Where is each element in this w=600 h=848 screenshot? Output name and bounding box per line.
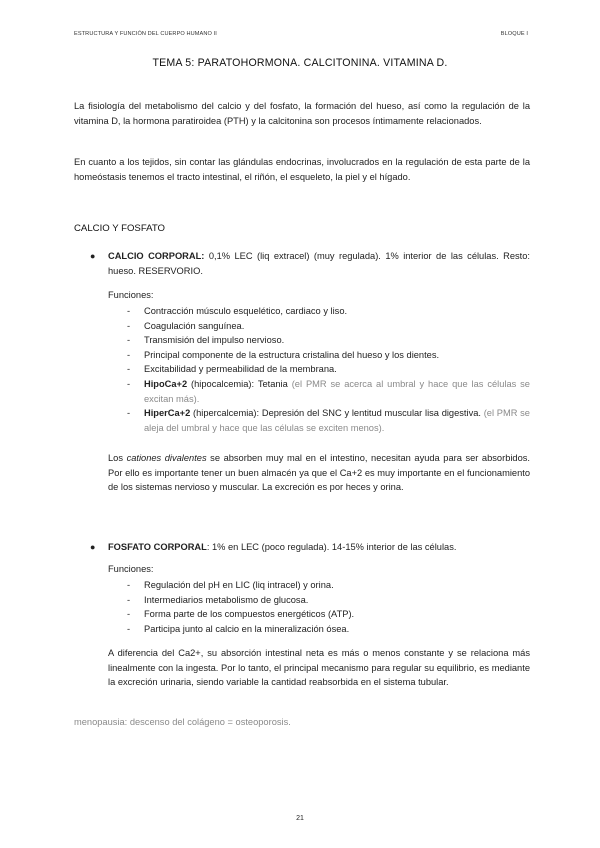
fosfato-bullet: [90, 540, 530, 555]
list-item-hipocalcemia: - HipoCa+2 (hipocalcemia): Tetania (el PMR se acerca al umbral y hace que las células se excitan más).: [127, 378, 530, 404]
page-number: 21: [296, 815, 304, 822]
fosfato-label: FOSFATO CORPORAL: [108, 542, 207, 552]
section-title: CALCIO Y FOSFATO: [74, 223, 165, 234]
list-item: - Principal componente de la estructura cristalina del hueso y los dientes.: [127, 349, 440, 360]
list-item: - Contracción músculo esquelético, cardiaco y liso.: [127, 306, 348, 316]
bullet-icon: ●: [90, 251, 96, 261]
list-item: - Intermediarios metabolismo de glucosa.: [127, 594, 309, 605]
fosfato-text: : 1% en LEC (poco regulada). 14-15% interior de las células.: [206, 542, 457, 552]
fosfato-bullet-text: [108, 540, 530, 555]
calcio-bullet-text: [108, 249, 530, 278]
calcio-funciones-list: [108, 304, 530, 435]
intro-paragraph-2: En cuanto a los tejidos, sin contar las glándulas endocrinas, involucrados en la regulación de esta parte de la homeóstasis tenemos el tracto intestinal, el riñón, el esqueleto, la piel y el hígado.: [74, 157, 530, 182]
calcio-text: 0,1% LEC (liq extracel) (muy regulada). 1% interior de las células. Resto: hueso. RESERVORIO.: [108, 251, 530, 276]
fosfato-paragraph: A diferencia del Ca2+, su absorción intestinal neta es más o menos constante y se relaciona más linealmente con la ingesta. Por lo tanto, el principal mecanismo para regular su equilibrio, es mediante la excreción urinaria, siendo variable la cantidad reabsorbida en el sistema tubular.: [108, 648, 530, 688]
list-item: - Forma parte de los compuestos energéticos (ATP).: [127, 609, 355, 620]
list-item: - Excitabilidad y permeabilidad de la membrana.: [127, 364, 337, 375]
fosfato-funciones-list: [108, 578, 530, 636]
list-item: - Participa junto al calcio en la mineralización ósea.: [127, 623, 350, 634]
calcio-paragraph: Los cationes divalentes se absorben muy mal en el intestino, necesitan ayuda para ser absorbidos. Por ello es importante tener un buen almacén ya que el Ca+2 es muy importante en el funcionamiento de los sistemas nervioso y muscular. La excreción es por heces y orina.: [108, 453, 530, 493]
calcio-funciones-title: Funciones:: [108, 290, 154, 300]
calcio-bullet: [90, 249, 530, 278]
header-course-title: ESTRUCTURA Y FUNCIÓN DEL CUERPO HUMANO II: [74, 31, 217, 37]
menopausia-note: menopausia: descenso del colágeno = osteoporosis.: [74, 717, 291, 727]
fosfato-funciones-title: Funciones:: [108, 564, 154, 574]
bullet-icon: ●: [90, 542, 96, 552]
list-item-hipercalcemia: - HiperCa+2 (hipercalcemia): Depresión del SNC y lentitud muscular lisa digestiva. (el PMR se aleja del umbral y hace que las células se exciten menos).: [127, 408, 530, 433]
list-item: - Coagulación sanguínea.: [127, 320, 245, 331]
page-title: TEMA 5: PARATOHORMONA. CALCITONINA. VITAMINA D.: [152, 57, 448, 69]
list-item: - Transmisión del impulso nervioso.: [127, 335, 285, 346]
intro-paragraph-1: La fisiología del metabolismo del calcio y del fosfato, la formación del hueso, así como la regulación de la vitamina D, la hormona paratiroidea (PTH) y la calcitonina son procesos íntimamente relacionados.: [74, 101, 530, 126]
calcio-label: CALCIO CORPORAL:: [108, 251, 205, 261]
list-item: - Regulación del pH en LIC (liq intracel) y orina.: [127, 580, 334, 590]
header-block-label: BLOQUE I: [500, 31, 528, 37]
